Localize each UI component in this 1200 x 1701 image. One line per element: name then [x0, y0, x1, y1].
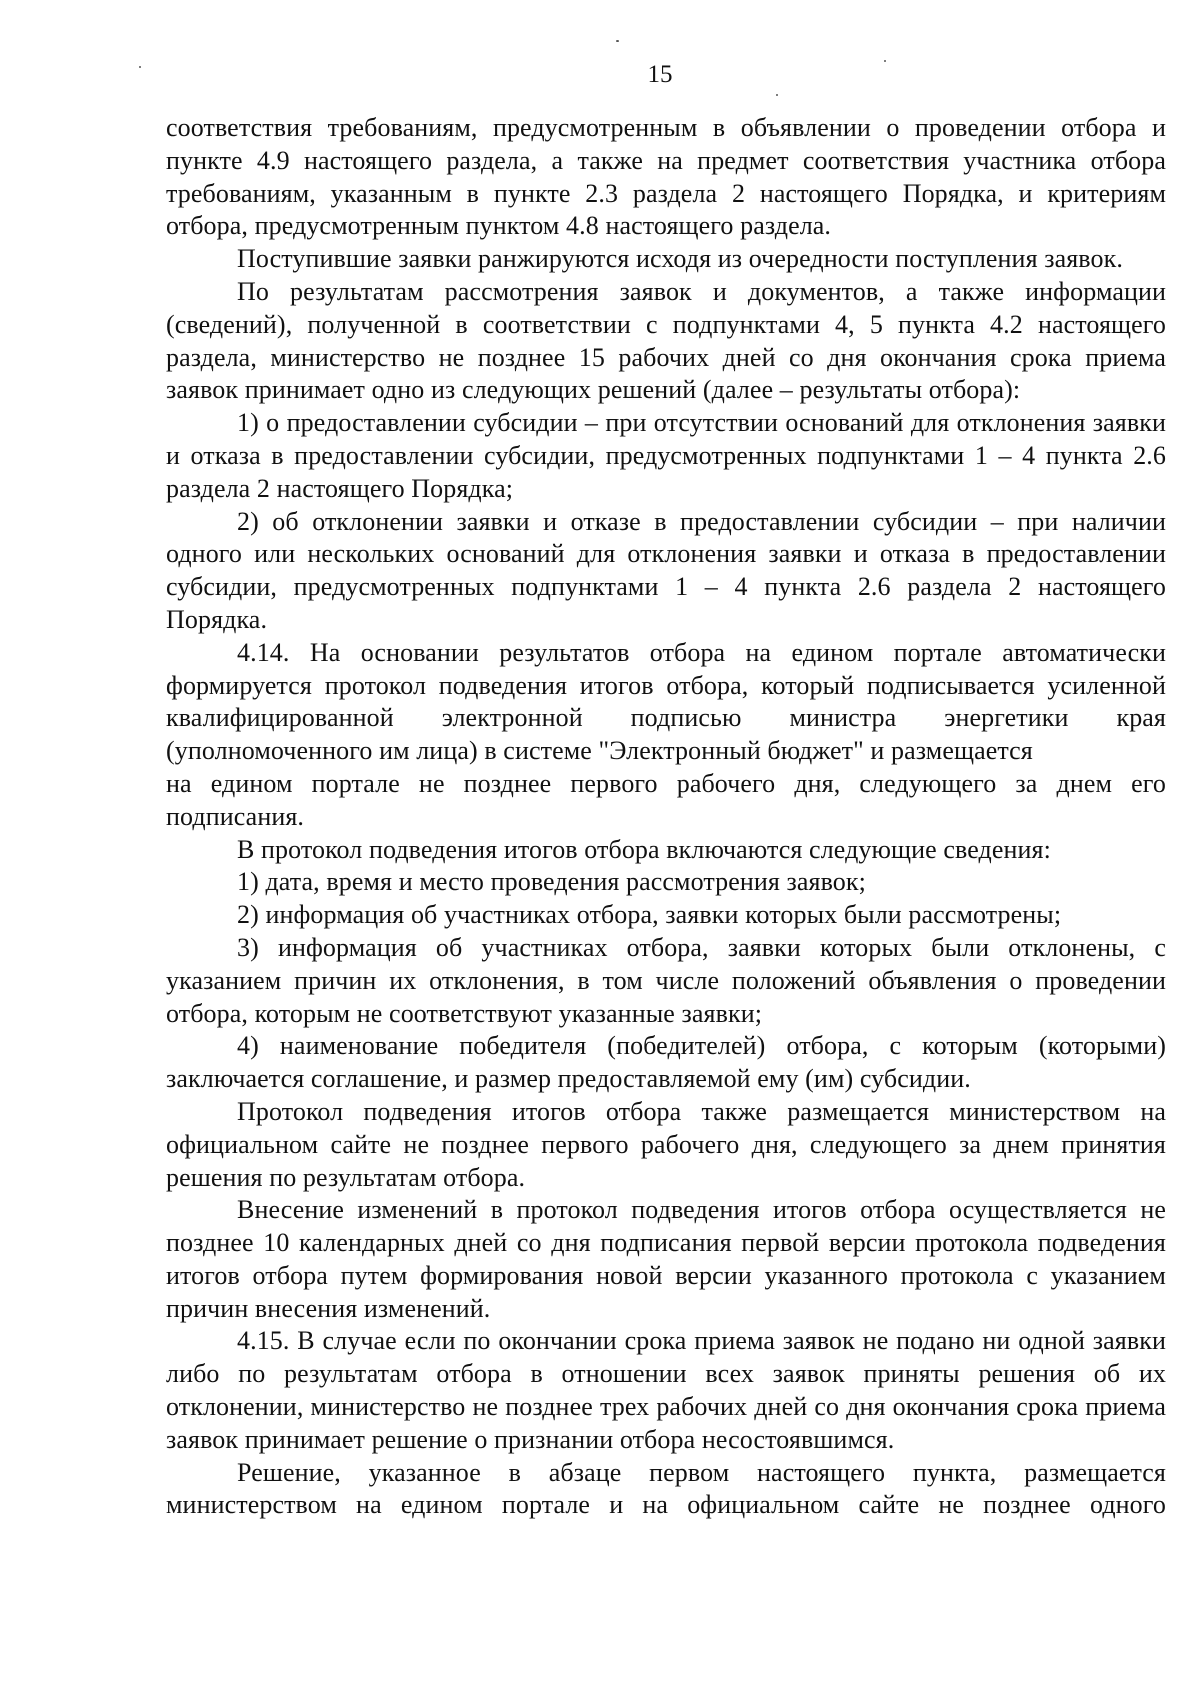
- document-body: [166, 112, 1166, 1522]
- paragraph: Внесение изменений в протокол подведения итогов отбора осуществляется не позднее 10 календарных дней со дня подписания первой версии протокола подведения итогов отбора путем формирования новой версии указанного протокола с указанием причин внесения изменений.: [166, 1195, 1166, 1323]
- paragraph: В протокол подведения итогов отбора включаются следующие сведения:: [237, 834, 1051, 864]
- paragraph: По результатам рассмотрения заявок и документов, а также информации (сведений), полученной в соответствии с подпунктами 4, 5 пункта 4.2 настоящего раздела, министерство не позднее 15 рабочих дней со дня окончания срока приема заявок принимает одно из следующих решений (далее – результаты отбора):: [166, 276, 1166, 405]
- scan-speck: [616, 40, 619, 42]
- paragraph: Протокол подведения итогов отбора также размещается министерством на официальном сайте не позднее первого рабочего дня, следующего за днем принятия решения по результатам отбора.: [166, 1096, 1166, 1192]
- paragraph: Поступившие заявки ранжируются исходя из очередности поступления заявок.: [237, 244, 1123, 274]
- paragraph: Решение, указанное в абзаце первом настоящего пункта, размещается министерством на едином портале и на официальном сайте не позднее одного: [166, 1457, 1166, 1520]
- scan-speck: [776, 94, 778, 96]
- paragraph: 4.15. В случае если по окончании срока приема заявок не подано ни одной заявки либо по результатам отбора в отношении всех заявок приняты решения об их отклонении, министерство не позднее трех рабочих дней со дня окончания срока приема заявок принимает решение о признании отбора несостоявшимся.: [166, 1326, 1166, 1454]
- paragraph: соответствия требованиям, предусмотренным в объявлении о проведении отбора и пункте 4.9 настоящего раздела, а также на предмет соответствия участника отбора требованиям, указанным в пункте 2.3 раздела 2 настоящего Порядка, и критериям отбора, предусмотренным пунктом 4.8 настоящего раздела.: [166, 113, 1166, 241]
- scan-speck: [139, 66, 141, 68]
- list-item: 1) о предоставлении субсидии – при отсутствии оснований для отклонения заявки и отказа в предоставлении субсидии, предусмотренных подпунктами 1 – 4 пункта 2.6 раздела 2 настоящего Порядка;: [166, 408, 1166, 503]
- paragraph: 4.14. На основании результатов отбора на едином портале автоматически формируется протокол подведения итогов отбора, который подписывается усиленной квалифицированной электронной подписью министра энергетики края (уполномоченного им лица) в системе "Электронный бюджет" и размещается: [166, 637, 1166, 766]
- list-item: 2) информация об участниках отбора, заявки которых были рассмотрены;: [237, 900, 1062, 930]
- list-item: 3) информация об участниках отбора, заявки которых были отклонены, с указанием причин их отклонения, в том числе положений объявления о проведении отбора, которым не соответствуют указанные заявки;: [166, 932, 1166, 1028]
- page-number: 15: [647, 61, 673, 88]
- scan-speck: [884, 60, 886, 62]
- list-item: 1) дата, время и место проведения рассмотрения заявок;: [237, 867, 866, 897]
- paragraph: на едином портале не позднее первого рабочего дня, следующего за днем его подписания.: [166, 768, 1166, 831]
- list-item: 2) об отклонении заявки и отказе в предоставлении субсидии – при наличии одного или нескольких оснований для отклонения заявки и отказа в предоставлении субсидии, предусмотренных подпунктами 1 – 4 пункта 2.6 раздела 2 настоящего Порядка.: [166, 506, 1166, 634]
- list-item: 4) наименование победителя (победителей) отбора, с которым (которыми) заключается соглашение, и размер предоставляемой ему (им) субсидии.: [166, 1031, 1166, 1094]
